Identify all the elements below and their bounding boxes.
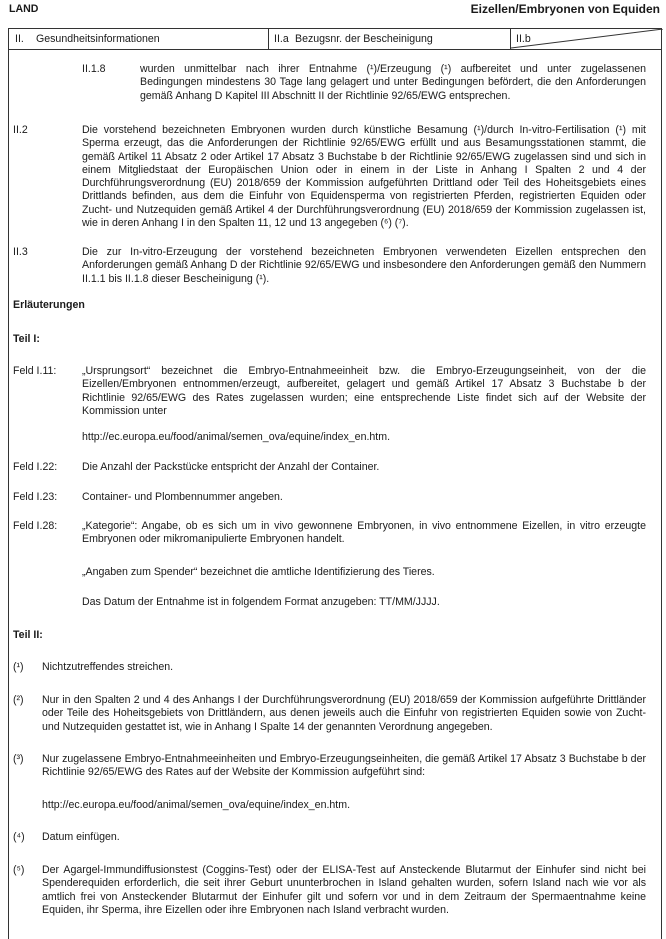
section-header-table: [8, 28, 662, 50]
field-label: Feld I.22:: [13, 461, 58, 473]
section-title: Gesundheitsinformationen: [36, 33, 160, 45]
field-label: Feld I.11:: [13, 365, 57, 377]
part1-heading: Teil I:: [13, 333, 40, 345]
footnote-text: Datum einfügen.: [42, 831, 120, 843]
clause-text: Die zur In-vitro-Erzeugung der vorstehend bezeichneten Embryonen verwendeten Eizellen entsprechen den Anforderungen gemäß Anhang D der Richtlinie 92/65/EWG und insbesondere den Anforderungen gemäß den Nummern II.1.1 bis II.1.8 dieser Bescheinigung (¹).: [82, 246, 646, 285]
clause-text: wurden unmittelbar nach ihrer Entnahme (¹)/Erzeugung (¹) aufbereitet und unter zugelassenen Bedingungen mindestens 30 Tage lang gelagert und unter Bedingungen befördert, die den Anforderungen gemäß Anhang D Kapitel III Abschnitt II der Richtlinie 92/65/EWG entsprechen.: [140, 63, 646, 102]
footnote-label: (⁵): [13, 864, 25, 876]
part2-heading: Teil II:: [13, 629, 43, 641]
clause-text: Die vorstehend bezeichneten Embryonen wurden durch künstliche Besamung (¹)/durch In-vitro-Fertilisation (¹) mit Sperma erzeugt, das die Anforderungen der Richtlinie 92/65/EWG erfüllt und aus Besamungsstationen stammt, die gemäß Artikel 11 Absatz 2 oder Artikel 17 Absatz 3 Buchstabe b der Richtlinie 92/65/EWG zugelassen sind und sich in einem Mitgliedstaat der Europäischen Union oder in einem in der Liste in Anhang I Spalten 2 und 4 der Durchführungsverordnung (EU) 2018/659 der Kommission aufgeführten Drittland oder Teil des Hoheitsgebiets eines Drittlands befinden, aus dem die Einfuhr von Equidensperma von registrierten Pferden, registrierten Equiden oder Zucht- und Nutzequiden gemäß Artikel 4 der Durchführungsverordnung (EU) 2018/659 der Kommission zugelassen ist, wie in deren Anhang I in den Spalten 11, 12 und 13 angegeben (⁶) (⁷).: [82, 124, 646, 230]
collection-date-text: Das Datum der Entnahme ist in folgendem Format anzugeben: TT/MM/JJJJ.: [82, 596, 440, 608]
clause-label: II.1.8: [82, 63, 106, 75]
reference-number-label: II.a: [274, 33, 289, 45]
footnote-text: Nur in den Spalten 2 und 4 des Anhangs I der Durchführungsverordnung (EU) 2018/659 der Kommission aufgeführte Drittländer oder Teile des Hoheitsgebiets von Drittländern, aus denen jeweils auch die Einfuhr von registrierten Equiden sowie von Zucht- und Nutzequiden gestattet ist, wie in Anhang I Spalte 14 der genannten Verordnung angegeben.: [42, 694, 646, 733]
notes-heading: Erläuterungen: [13, 299, 85, 311]
section-number: II.: [15, 33, 24, 45]
field-label: Feld I.28:: [13, 520, 58, 532]
diagonal-strike-line: [511, 29, 663, 49]
document-title: Eizellen/Embryonen von Equiden: [470, 2, 660, 16]
field-text: Die Anzahl der Packstücke entspricht der Anzahl der Container.: [82, 461, 380, 473]
field-text: „Kategorie“: Angabe, ob es sich um in vivo gewonnene Embryonen, in vivo entnommene Eizellen, in vitro erzeugte Embryonen oder mikromanipulierte Embryonen handelt.: [82, 520, 646, 546]
field-label: Feld I.23:: [13, 491, 58, 503]
field-text: „Ursprungsort“ bezeichnet die Embryo-Entnahmeeinheit bzw. die Embryo-Erzeugungseinheit, von der die Eizellen/Embryonen entnommen/erzeugt, aufbereitet, gelagert und gemäß Artikel 17 Absatz 3 Buchstabe b der Richtlinie 92/65/EWG des Rates zugelassen wurden; eine entsprechende Liste findet sich auf der Website der Kommission unter: [82, 365, 646, 417]
donor-info-text: „Angaben zum Spender“ bezeichnet die amtliche Identifizierung des Tieres.: [82, 566, 435, 578]
footnote-text: Der Agargel-Immundiffusionstest (Coggins-Test) oder der ELISA-Test auf Ansteckende Blutarmut der Einhufer sind nicht bei Spenderequiden erforderlich, die seit ihrer Geburt ununterbrochen in Island gehalten wurden, sofern Island nach wie vor als amtlich frei von Ansteckender Blutarmut der Einhufer gilt und sofern vor und in dem Zeitraum der Spermaentnahme keine Equiden, ihr Sperma, ihre Eizellen oder ihre Embryonen nach Island verbracht wurden.: [42, 864, 646, 916]
header-cell-iib: [511, 29, 661, 49]
footnote-label: (²): [13, 694, 24, 706]
footnote-label: (³): [13, 753, 24, 765]
reference-title: Bezugsnr. der Bescheinigung: [295, 33, 433, 45]
iib-label: II.b: [516, 33, 531, 45]
header-cell-reference: [269, 29, 511, 49]
clause-label: II.3: [13, 246, 28, 258]
clause-label: II.2: [13, 124, 28, 136]
footnote-text: Nichtzutreffendes streichen.: [42, 661, 174, 673]
field-text: Container- und Plombennummer angeben.: [82, 491, 283, 503]
page-header: [9, 3, 660, 17]
footnote-label: (⁴): [13, 831, 25, 843]
footnote-label: (¹): [13, 661, 24, 673]
header-cell-section: [9, 29, 269, 49]
footnote-text: Nur zugelassene Embryo-Entnahmeeinheiten und Embryo-Erzeugungseinheiten, die gemäß Artikel 17 Absatz 3 Buchstabe b der Richtlinie 92/65/EWG des Rates auf der Website der Kommission aufgeführt sind:: [42, 753, 646, 779]
footnote-3-url: http://ec.europa.eu/food/animal/semen_ova/equine/index_en.htm.: [42, 799, 351, 811]
country-label: LAND: [9, 3, 39, 15]
commission-url: http://ec.europa.eu/food/animal/semen_ova/equine/index_en.htm.: [82, 431, 391, 443]
